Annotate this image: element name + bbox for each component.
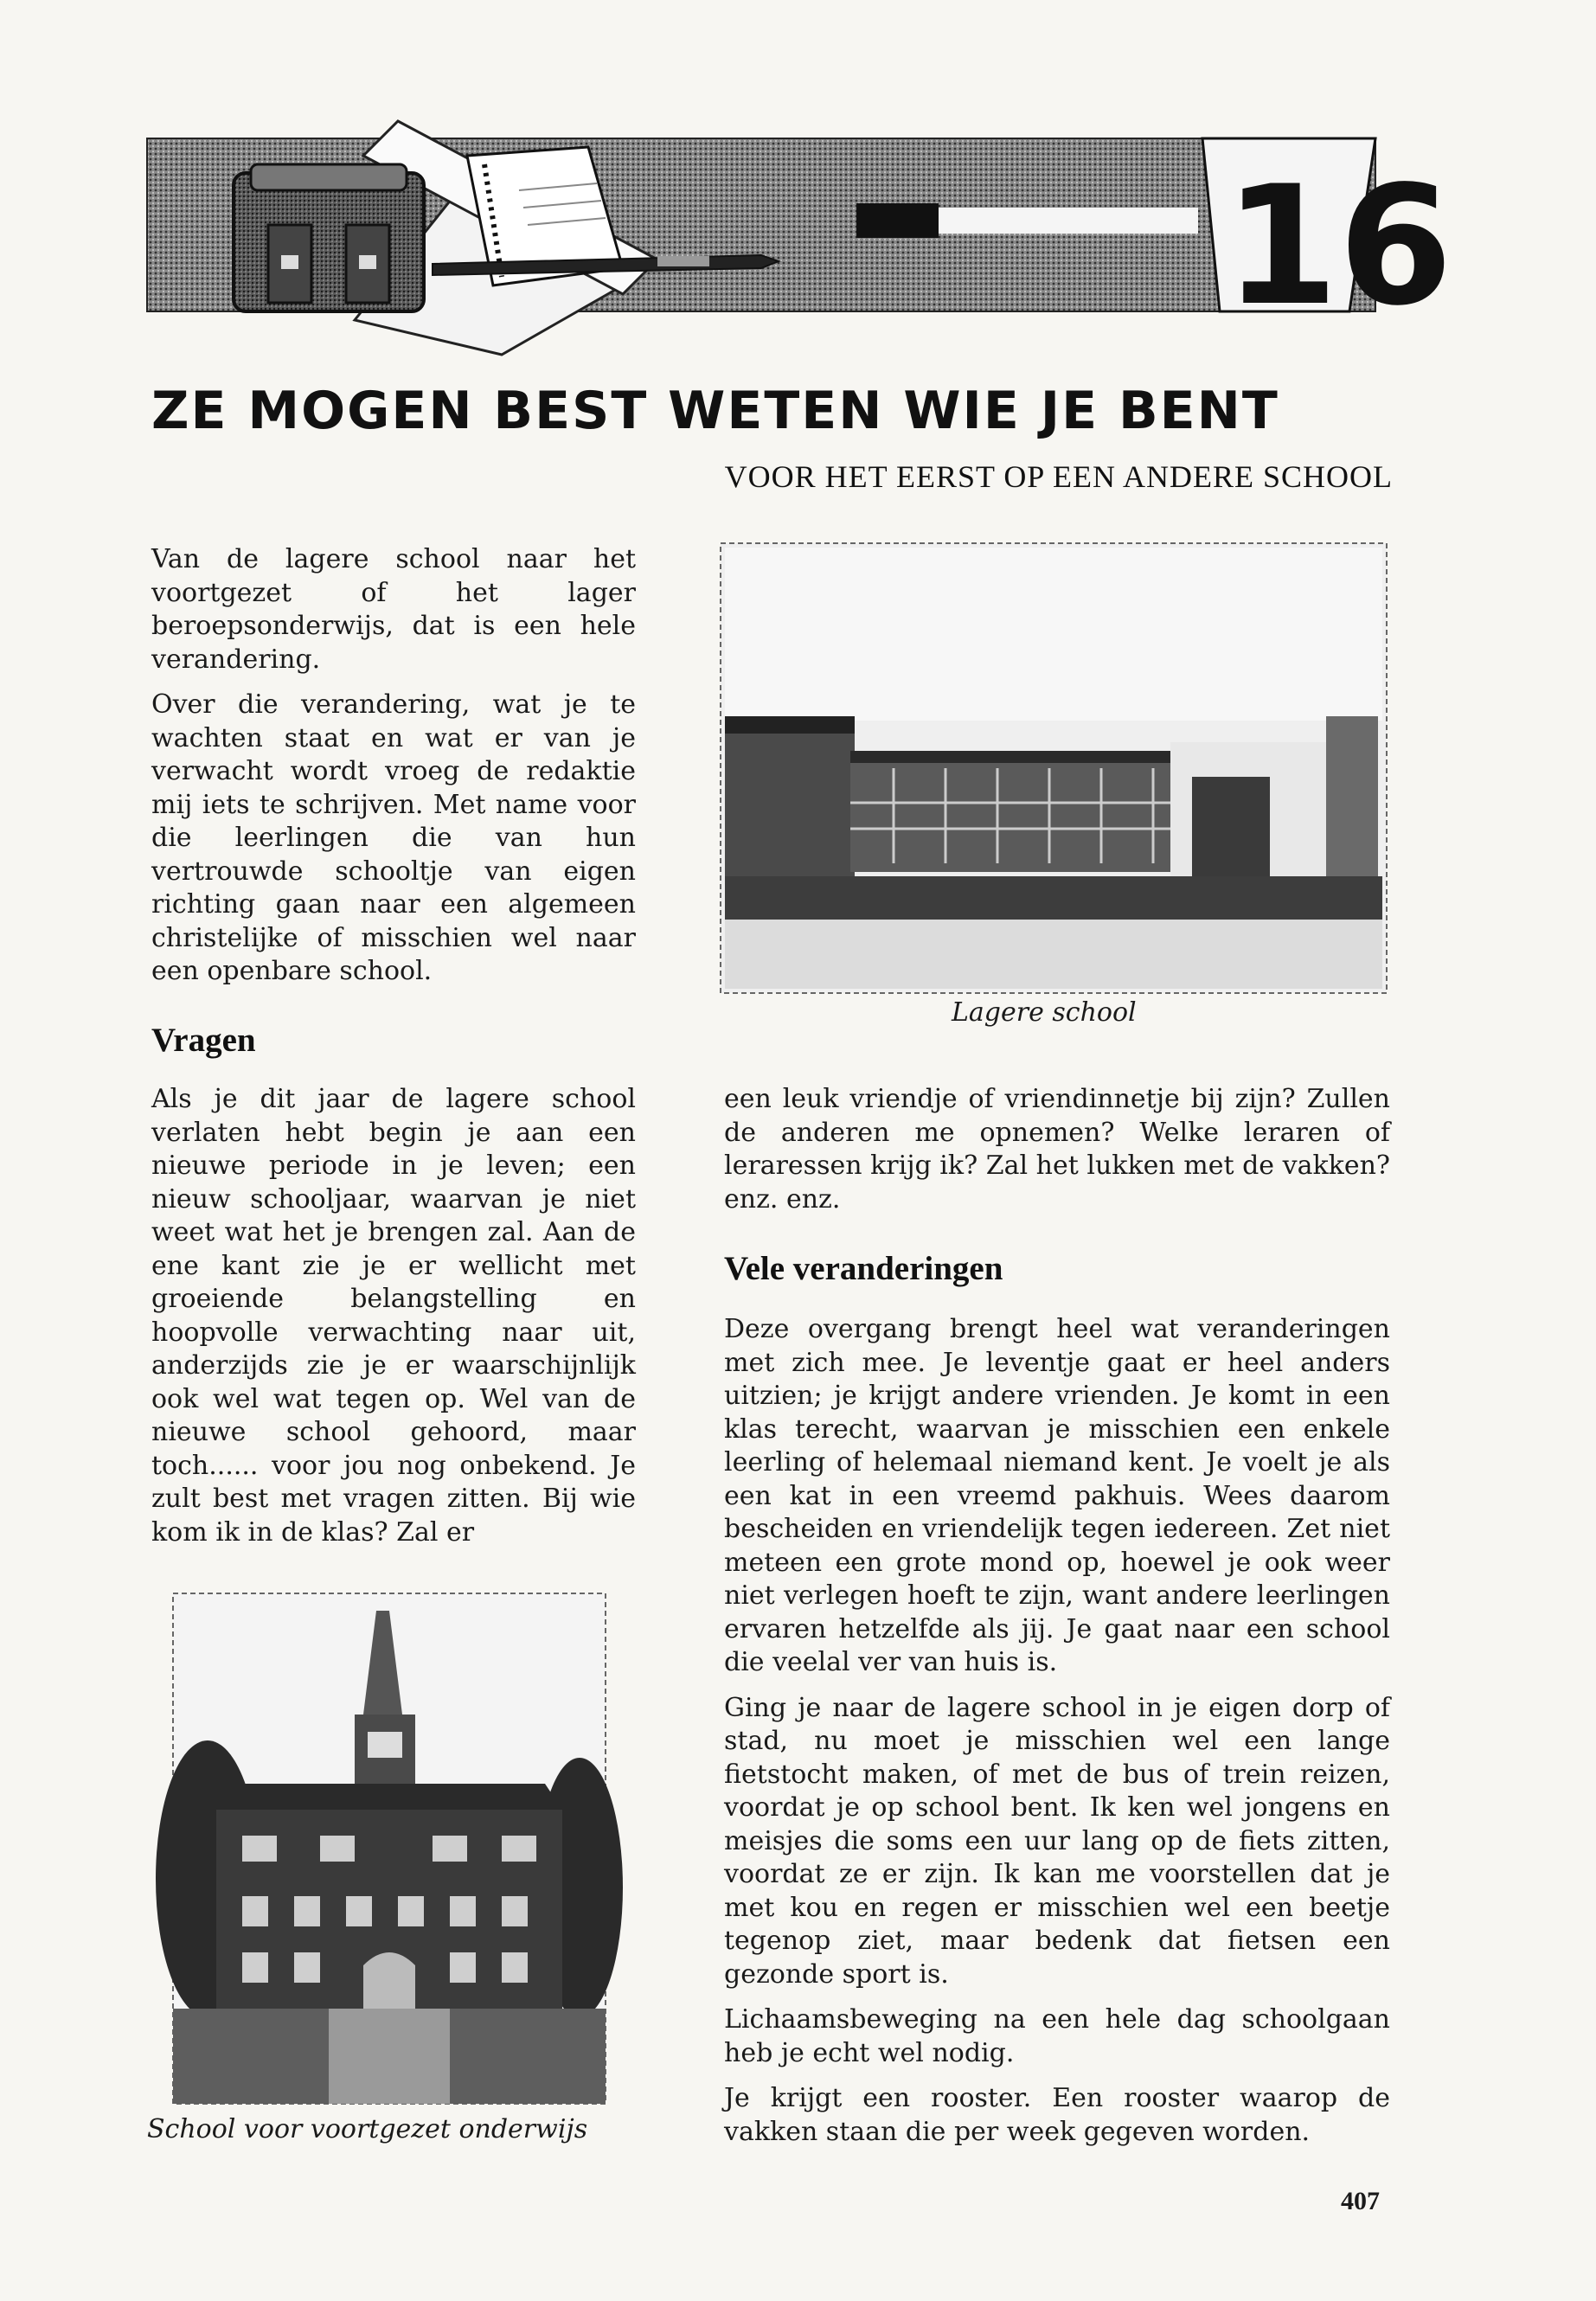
photo-caption: Lagere school [952, 997, 1137, 1028]
section-heading-vragen: Vragen [151, 1022, 256, 1059]
body-paragraph: Ging je naar de lagere school in je eigen dorp of stad, nu moet je misschien wel een lange fietstocht maken, of met de bus of trein reizen, voordat je op school bent. Ik ken wel jongens en meisjes die soms een uur lang op de fiets zitten, voordat ze er zijn. Ik kan me voorstellen dat je met kou en regen er misschien wel een beetje tegenop ziet, maar bedenk dat fietsen een gezonde sport is. [724, 1692, 1390, 1990]
intro-paragraph: Van de lagere school naar het voortgezet of het lager beroepsonderwijs, dat is een hele verandering. [151, 544, 636, 675]
page-number: 407 [1341, 2187, 1380, 2215]
body-paragraph: Deze overgang brengt heel wat veranderingen met zich mee. Je leventje gaat er heel anders uitzien; je krijgt andere vrienden. Je komt in een klas terecht, waarvan je misschien een enkele leerling of helemaal niemand kent. Je voelt je als een kat in een vreemd pakhuis. Wees daarom bescheiden en vriendelijk tegen iedereen. Zet niet meteen een grote mond op, hoewel je ook weer niet verlegen hoeft te zijn, want andere leerlingen ervaren hetzelfde als jij. Je gaat naar een school die veelal ver van huis is. [724, 1314, 1390, 1677]
page-title: ZE MOGEN BEST WETEN WIE JE BENT [151, 381, 1279, 441]
secondary-school-photo [173, 1593, 606, 2104]
vragen-text [151, 1083, 636, 1561]
intro-text [151, 543, 636, 1001]
vragen-text-continued [724, 1083, 1390, 1228]
body-paragraph: een leuk vriendje of vriendinnetje bij zijn? Zullen de anderen me opnemen? Welke leraren of leraressen krijg ik? Zal het lukken met de vakken? enz. enz. [724, 1084, 1390, 1215]
header-banner-illustration [138, 121, 1453, 372]
primary-school-photo [721, 543, 1387, 993]
body-paragraph: Je krijgt een rooster. Een rooster waarop de vakken staan die per week gegeven worden. [724, 2083, 1390, 2147]
vele-text [724, 1313, 1390, 2161]
intro-paragraph: Over die verandering, wat je te wachten staat en wat er van je verwacht wordt vroeg de redaktie mij iets te schrijven. Met name voor die leerlingen die van hun vertrouwde schooltje van eigen richting gaan naar een algemeen christelijke of misschien wel naar een openbare school. [151, 689, 636, 986]
section-heading-vele-veranderingen: Vele veranderingen [724, 1250, 1003, 1287]
body-paragraph: Als je dit jaar de lagere school verlaten hebt begin je aan een nieuwe periode in je leven; een nieuw schooljaar, waarvan je niet weet wat het je brengen zal. Aan de ene kant zie je er wellicht met groeiende belangstelling en hoopvolle verwachting naar uit, anderzijds zie je er waarschijnlijk ook wel wat tegen op. Wel van de nieuwe school gehoord, maar toch...... voor jou nog onbekend. Je zult best met vragen zitten. Bij wie kom ik in de klas? Zal er [151, 1084, 636, 1548]
body-paragraph: Lichaamsbeweging na een hele dag schoolgaan heb je echt wel nodig. [724, 2004, 1390, 2068]
photo-caption: School voor voortgezet onderwijs [147, 2114, 588, 2144]
page-subtitle: VOOR HET EERST OP EEN ANDERE SCHOOL [724, 459, 1393, 494]
chapter-number: 16 [1224, 151, 1453, 342]
satchel-icon [234, 164, 424, 311]
